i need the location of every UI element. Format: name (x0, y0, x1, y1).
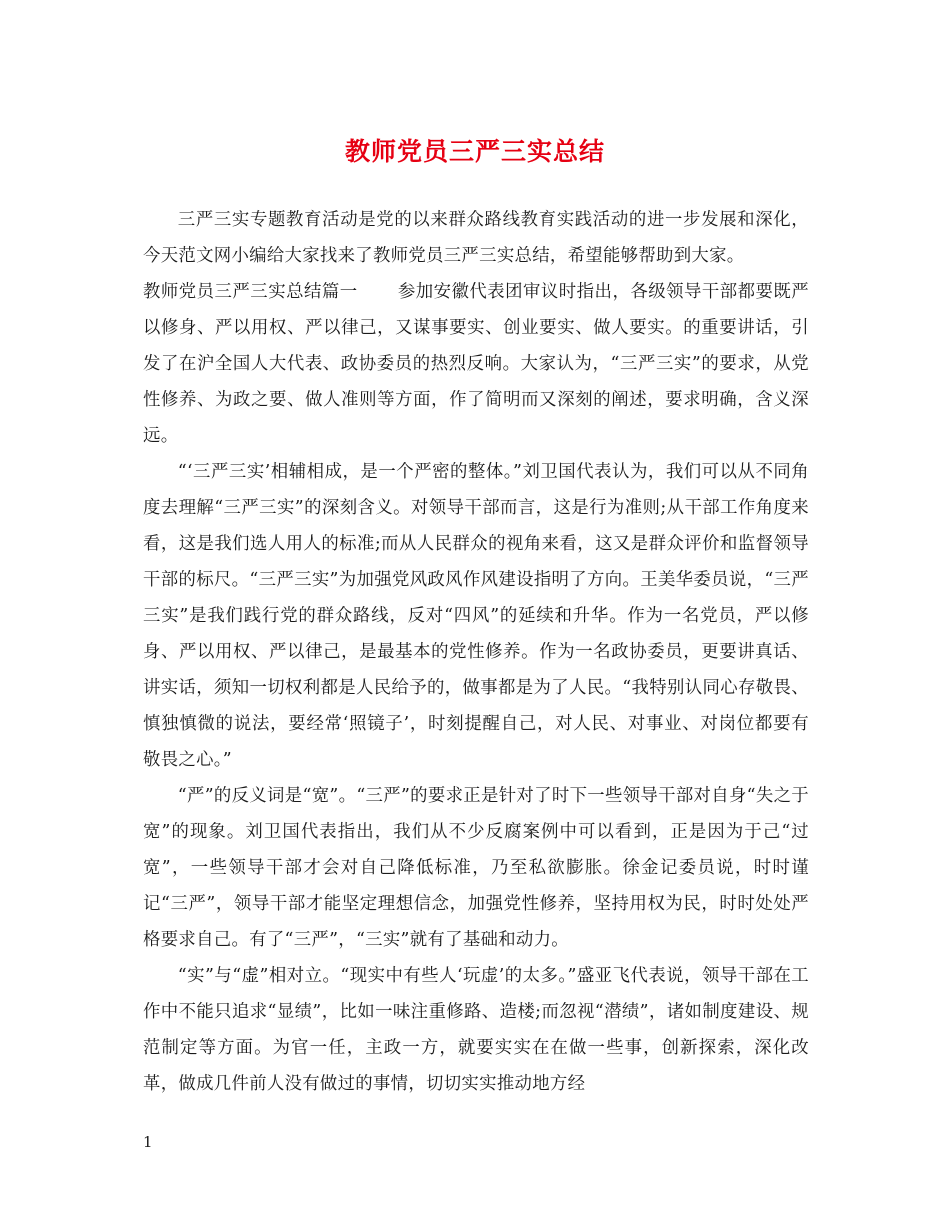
section-paragraph (143, 274, 809, 454)
body-paragraph: “严”的反义词是“宽”。“三严”的要求正是针对了时下一些领导干部对自身“失之于宽”的现象。刘卫国代表指出，我们从不少反腐案例中可以看到，正是因为于己“过宽”，一些领导干部才会对自己降低标准，乃至私欲膨胀。徐金记委员说，时时谨记“三严”，领导干部才能坚定理想信念，加强党性修养，坚持用权为民，时时处处严格要求自己。有了“三严”，“三实”就有了基础和动力。 (143, 786, 809, 950)
body-paragraph: “实”与“虚”相对立。“现实中有些人‘玩虚’的太多。”盛亚飞代表说，领导干部在工作中不能只追求“显绩”，比如一味注重修路、造楼;而忽视“潜绩”，诸如制度建设、规范制定等方面。为官一任，主政一方，就要实实在在做一些事，创新探索，深化改革，做成几件前人没有做过的事情，切切实实推动地方经 (143, 966, 809, 1094)
intro-paragraph: 三严三实专题教育活动是党的以来群众路线教育实践活动的进一步发展和深化，今天范文网小编给大家找来了教师党员三严三实总结，希望能够帮助到大家。 (143, 210, 809, 266)
page-number: 1 (143, 1133, 153, 1151)
section-first-text: 参加安徽代表团审议时指出，各级领导干部都要既严以修身、严以用权、严以律己，又谋事要实、创业要实、做人要实。的重要讲话，引发了在沪全国人大代表、政协委员的热烈反响。大家认为，“三严三实”的要求，从党性修养、为政之要、做人准则等方面，作了简明而又深刻的阐述，要求明确，含义深远。 (143, 282, 809, 446)
document-title: 教师党员三严三实总结 (344, 137, 605, 166)
section-heading: 教师党员三严三实总结篇一 (143, 282, 358, 302)
document-body (143, 202, 809, 1102)
body-paragraph: “‘三严三实’相辅相成，是一个严密的整体。”刘卫国代表认为，我们可以从不同角度去理解“三严三实”的深刻含义。对领导干部而言，这是行为准则;从干部工作角度来看，这是我们选人用人的标准;而从人民群众的视角来看，这又是群众评价和监督领导干部的标尺。“三严三实”为加强党风政风作风建设指明了方向。王美华委员说，“三严三实”是我们践行党的群众路线，反对“四风”的延续和升华。作为一名党员，严以修身、严以用权、严以律己，是最基本的党性修养。作为一名政协委员，更要讲真话、讲实话，须知一切权利都是人民给予的，做事都是为了人民。“我特别认同心存敬畏、慎独慎微的说法，要经常‘照镜子’，时刻提醒自己，对人民、对事业、对岗位都要有敬畏之心。” (143, 462, 809, 770)
